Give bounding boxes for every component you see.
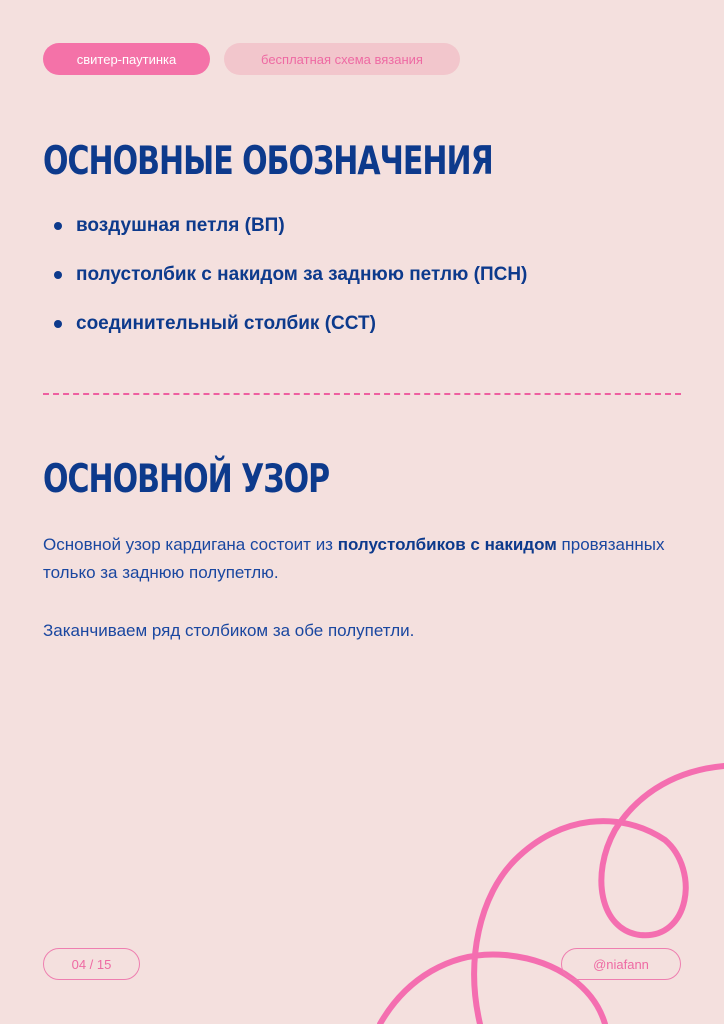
description-emphasis: полустолбиков с накидом	[337, 535, 557, 554]
legend-list	[54, 212, 527, 359]
pattern-description	[43, 531, 683, 587]
list-item-text: полустолбик с накидом за заднюю петлю (ПСН)	[76, 264, 528, 285]
tag-free-pattern: бесплатная схема вязания	[224, 43, 460, 75]
list-item	[54, 261, 527, 310]
author-handle: @niafann	[561, 948, 681, 980]
page-number: 04 / 15	[43, 948, 140, 980]
description-text-end: провязанных только за заднюю полупетлю.	[43, 535, 665, 582]
legend-heading: ОСНОВНЫЕ ОБОЗНАЧЕНИЯ	[43, 139, 493, 185]
bullet-icon	[54, 222, 62, 230]
list-item	[54, 212, 527, 261]
list-item	[54, 310, 527, 359]
list-item-text: воздушная петля (ВП)	[76, 215, 285, 236]
description-text: Основной узор кардигана состоит из	[43, 535, 338, 554]
pattern-heading: ОСНОВНОЙ УЗОР	[43, 457, 330, 503]
tag-sweater-spiderweb: свитер-паутинка	[43, 43, 210, 75]
pattern-row-end-note: Заканчиваем ряд столбиком за обе полупетли.	[43, 621, 415, 640]
bullet-icon	[54, 271, 62, 279]
list-item-text: соединительный столбик (ССТ)	[76, 313, 376, 334]
bullet-icon	[54, 320, 62, 328]
dashed-divider	[43, 393, 681, 395]
